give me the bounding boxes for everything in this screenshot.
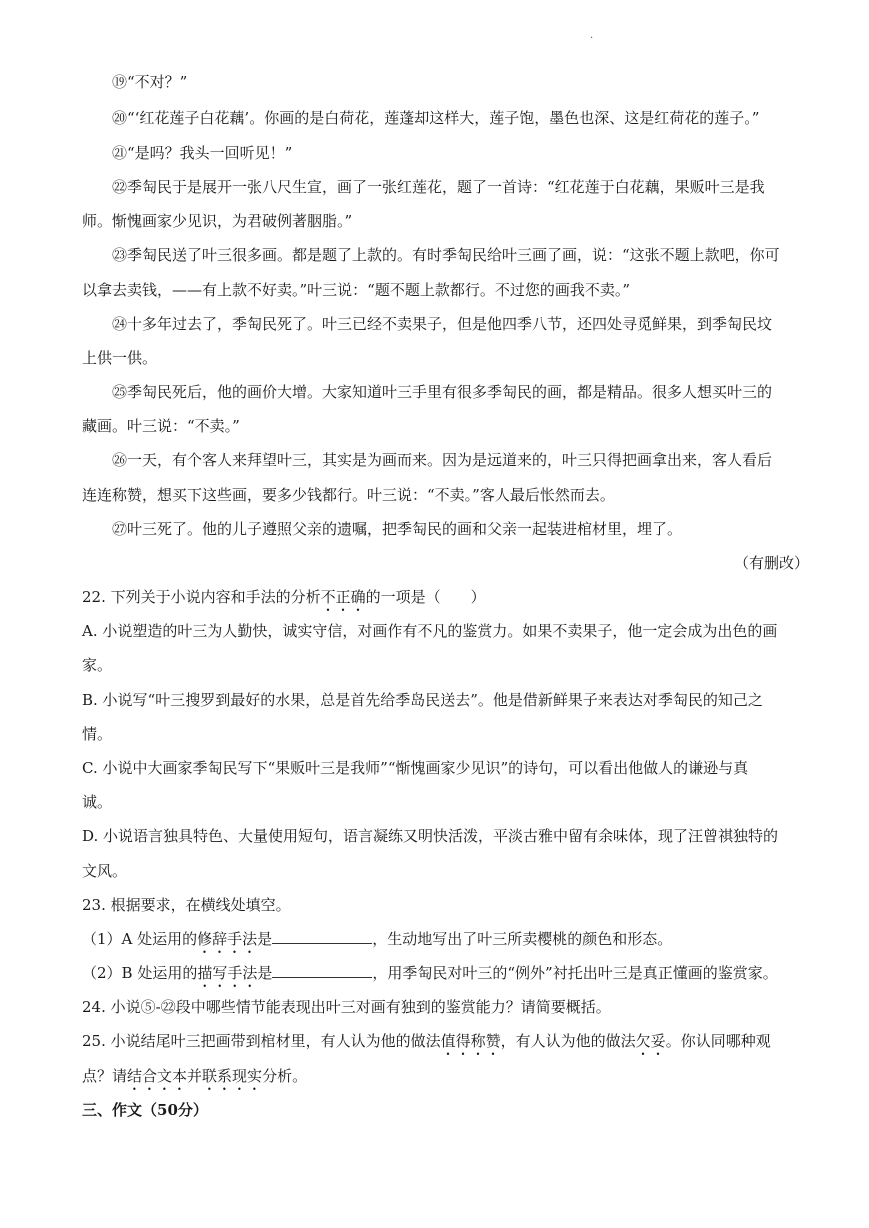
question-25-line1 bbox=[82, 1031, 792, 1059]
option-d-line1: D. 小说语言独具特色、大量使用短句，语言凝练又明快活泼，平淡古雅中留有余味体，现了汪曾祺独特的 bbox=[82, 827, 779, 845]
paragraph-22-line1: ㉒季匋民于是展开一张八尺生宣，画了一张红莲花，题了一首诗：“红花莲于白花藕，果贩叶三是我 bbox=[112, 178, 765, 196]
q23-1-emphasis: 修辞手法 bbox=[197, 930, 258, 948]
source-note: （有删改） bbox=[733, 554, 809, 572]
paragraph-24-line1: ㉔十多年过去了，季匋民死了。叶三已经不卖果子，但是他四季八节，还四处寻觅鲜果，到季匋民坟 bbox=[112, 315, 773, 333]
q25-l2-emphasis-1: 结合文本 bbox=[127, 1067, 188, 1085]
paragraph-24-line2: 上供一供。 bbox=[82, 349, 158, 367]
paragraph-22-line2: 师。惭愧画家少见识，为君破例著胭脂。” bbox=[82, 212, 353, 230]
paragraph-21: ㉑“是吗？我头一回听见！” bbox=[112, 144, 293, 162]
option-a-line1: A. 小说塑造的叶三为人勤快，诚实守信，对画作有不凡的鉴赏力。如果不卖果子，他一定会成为出色的画 bbox=[82, 622, 778, 640]
q23-2-suffix: ，用季匋民对叶三的“例外”衬托出叶三是真正懂画的鉴赏家。 bbox=[372, 964, 778, 982]
option-c-line1: C. 小说中大画家季匋民写下“果贩叶三是我师”“惭愧画家少见识”的诗句，可以看出他做人的谦逊与真 bbox=[82, 759, 749, 777]
q25-l1-a: 25. 小说结尾叶三把画带到棺材里，有人认为他的做法 bbox=[82, 1032, 441, 1050]
q25-l2-c: 分析。 bbox=[262, 1067, 308, 1085]
section-3-heading: 三、作文（50分） bbox=[82, 1101, 208, 1119]
option-c-line2: 诚。 bbox=[82, 793, 113, 811]
paragraph-25-line2: 藏画。叶三说：“不卖。” bbox=[82, 417, 240, 435]
paragraph-20: ⑳“‘红花莲子白花藕’。你画的是白荷花，莲蓬却这样大，莲子饱，墨色也深、这是红荷花的莲子。” bbox=[112, 109, 760, 127]
q23-2-answer-blank[interactable] bbox=[272, 963, 372, 978]
q25-l2-emphasis-2: 联系现实 bbox=[202, 1067, 263, 1085]
question-23-2 bbox=[82, 963, 792, 991]
q23-1-mid: 是 bbox=[257, 930, 273, 948]
question-22-bracket: 的一项是（ ） bbox=[365, 588, 486, 606]
q25-l1-emphasis-1: 值得称赞 bbox=[440, 1032, 501, 1050]
option-b-line1: B. 小说写“叶三搜罗到最好的水果，总是首先给季岛民送去”。他是借新鲜果子来表达对季匋民的知己之 bbox=[82, 691, 763, 709]
q25-l2-b: 并 bbox=[187, 1067, 203, 1085]
question-22 bbox=[82, 587, 792, 615]
q25-l2-a: 点？请 bbox=[82, 1067, 128, 1085]
header-dot: . bbox=[590, 30, 594, 41]
paragraph-26-line2: 连连称赞，想买下这些画，要多少钱都行。叶三说：“不卖。”客人最后怅然而去。 bbox=[82, 486, 615, 504]
question-22-stem: 22. 下列关于小说内容和手法的分析 bbox=[82, 588, 321, 606]
q23-2-prefix: （2）B 处运用的 bbox=[82, 964, 198, 982]
option-b-line2: 情。 bbox=[82, 725, 113, 743]
paragraph-27: ㉗叶三死了。他的儿子遵照父亲的遗嘱，把季匋民的画和父亲一起装进棺材里，埋了。 bbox=[112, 520, 683, 538]
q23-1-suffix: ，生动地写出了叶三所卖樱桃的颜色和形态。 bbox=[372, 930, 673, 948]
paragraph-26-line1: ㉖一天，有个客人来拜望叶三，其实是为画而来。因为是远道来的，叶三只得把画拿出来，客人看后 bbox=[112, 451, 773, 469]
q25-l1-b: ，有人认为他的做法 bbox=[500, 1032, 636, 1050]
option-d-line2: 文风。 bbox=[82, 862, 128, 880]
question-23-1 bbox=[82, 929, 792, 957]
question-22-emphasis: 不正确 bbox=[320, 588, 366, 606]
option-a-line2: 家。 bbox=[82, 656, 113, 674]
q25-l1-emphasis-2: 欠妥 bbox=[635, 1032, 666, 1050]
paragraph-25-line1: ㉕季匋民死后，他的画价大增。大家知道叶三手里有很多季匋民的画，都是精品。很多人想买叶三的 bbox=[112, 383, 773, 401]
q23-2-emphasis: 描写手法 bbox=[197, 964, 258, 982]
q25-l1-c: 。你认同哪种观 bbox=[665, 1032, 771, 1050]
paragraph-23-line2: 以拿去卖钱，——有上款不好卖。”叶三说：“题不题上款都行。不过您的画我不卖。” bbox=[82, 281, 631, 299]
q23-1-prefix: （1）A 处运用的 bbox=[82, 930, 198, 948]
question-25-line2 bbox=[82, 1066, 792, 1094]
question-24: 24. 小说⑤-㉒段中哪些情节能表现出叶三对画有独到的鉴赏能力？请简要概括。 bbox=[82, 998, 611, 1016]
q23-1-answer-blank[interactable] bbox=[272, 929, 372, 944]
question-23: 23. 根据要求，在横线处填空。 bbox=[82, 896, 291, 914]
paragraph-23-line1: ㉓季匋民送了叶三很多画。都是题了上款的。有时季匋民给叶三画了画，说：“这张不题上款吧，你可 bbox=[112, 246, 780, 264]
q23-2-mid: 是 bbox=[257, 964, 273, 982]
paragraph-19: ⑲“不对？” bbox=[112, 73, 188, 91]
